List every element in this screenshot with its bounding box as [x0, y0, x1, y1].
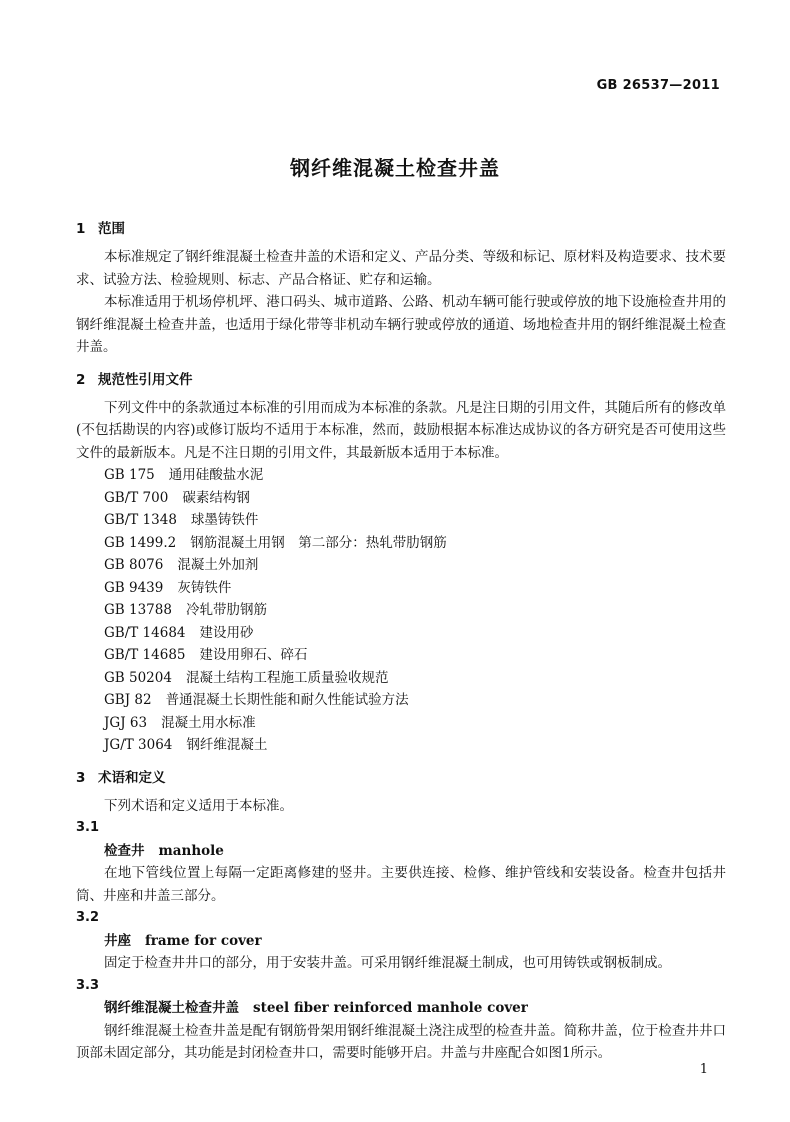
term-definition: 钢纤维混凝土检查井盖是配有钢筋骨架用钢纤维混凝土浇注成型的检查井盖。简称井盖，位于检查井井口顶部未固定部分，其功能是封闭检查井口，需要时能够开启。井盖与井座配合如图1所示。	[76, 1022, 726, 1061]
section-heading-scope: 1 范围	[76, 221, 125, 237]
scope-paragraph-1: 本标准规定了钢纤维混凝土检查井盖的术语和定义、产品分类、等级和标记、原材料及构造要求、技术要求、试验方法、检验规则、标志、产品合格证、贮存和运输。	[76, 249, 726, 288]
reference-item: JGJ 63 混凝土用水标准	[104, 714, 256, 731]
term-definition: 在地下管线位置上每隔一定距离修建的竖井。主要供连接、检修、维护管线和安装设备。检查井包括井筒、井座和井盖三部分。	[76, 865, 726, 904]
standard-code: GB 26537—2011	[596, 78, 720, 93]
reference-item: GB 9439 灰铸铁件	[104, 579, 232, 596]
reference-item: GB 13788 冷轧带肋钢筋	[104, 602, 267, 618]
reference-item: GB/T 1348 球墨铸铁件	[104, 512, 259, 528]
reference-item: GBJ 82 普通混凝土长期性能和耐久性能试验方法	[104, 692, 409, 708]
section-heading-terms-definitions: 3 术语和定义	[76, 769, 166, 786]
section-heading-normative-references: 2 规范性引用文件	[76, 371, 193, 388]
clause-number: 3.1	[76, 820, 100, 835]
page-number: 1	[699, 1062, 708, 1077]
reference-list	[76, 464, 726, 757]
document-title: 钢纤维混凝土检查井盖	[290, 156, 500, 180]
term-definition: 固定于检查井井口的部分，用于安装井盖。可采用钢纤维混凝土制成，也可用铸铁或钢板制成。	[104, 955, 671, 971]
clause-number: 3.2	[76, 910, 100, 925]
reference-item: GB 50204 混凝土结构工程施工质量验收规范	[104, 669, 389, 686]
document-body	[76, 210, 726, 1065]
reference-item: GB 175 通用硅酸盐水泥	[104, 467, 264, 483]
reference-item: GB/T 14684 建设用砂	[104, 624, 254, 641]
reference-item: GB 8076 混凝土外加剂	[104, 557, 259, 573]
reference-item: GB 1499.2 钢筋混凝土用钢 第二部分：热轧带肋钢筋	[104, 534, 447, 551]
reference-item: GB/T 700 碳素结构钢	[104, 489, 250, 506]
reference-item: GB/T 14685 建设用卵石、碎石	[104, 647, 308, 663]
scope-paragraph-2: 本标准适用于机场停机坪、港口码头、城市道路、公路、机动车辆可能行驶或停放的地下设施检查井用的钢纤维混凝土检查井盖，也适用于绿化带等非机动车辆行驶或停放的通道、场地检查井用的钢纤维混凝土检查井盖。	[76, 294, 726, 355]
reference-item: JG/T 3064 钢纤维混凝土	[104, 737, 268, 753]
term-heading: 钢纤维混凝土检查井盖 steel fiber reinforced manhole cover	[104, 1000, 528, 1016]
references-intro: 下列文件中的条款通过本标准的引用而成为本标准的条款。凡是注日期的引用文件，其随后所有的修改单(不包括勘误的内容)或修订版均不适用于本标准，然而，鼓励根据本标准达成协议的各方研究是否可使用这些文件的最新版本。凡是不注日期的引用文件，其最新版本适用于本标准。	[76, 399, 726, 461]
term-heading: 检查井 manhole	[104, 842, 224, 859]
term-heading: 井座 frame for cover	[104, 932, 262, 949]
clause-number: 3.3	[76, 977, 100, 993]
terms-intro: 下列术语和定义适用于本标准。	[104, 797, 293, 814]
